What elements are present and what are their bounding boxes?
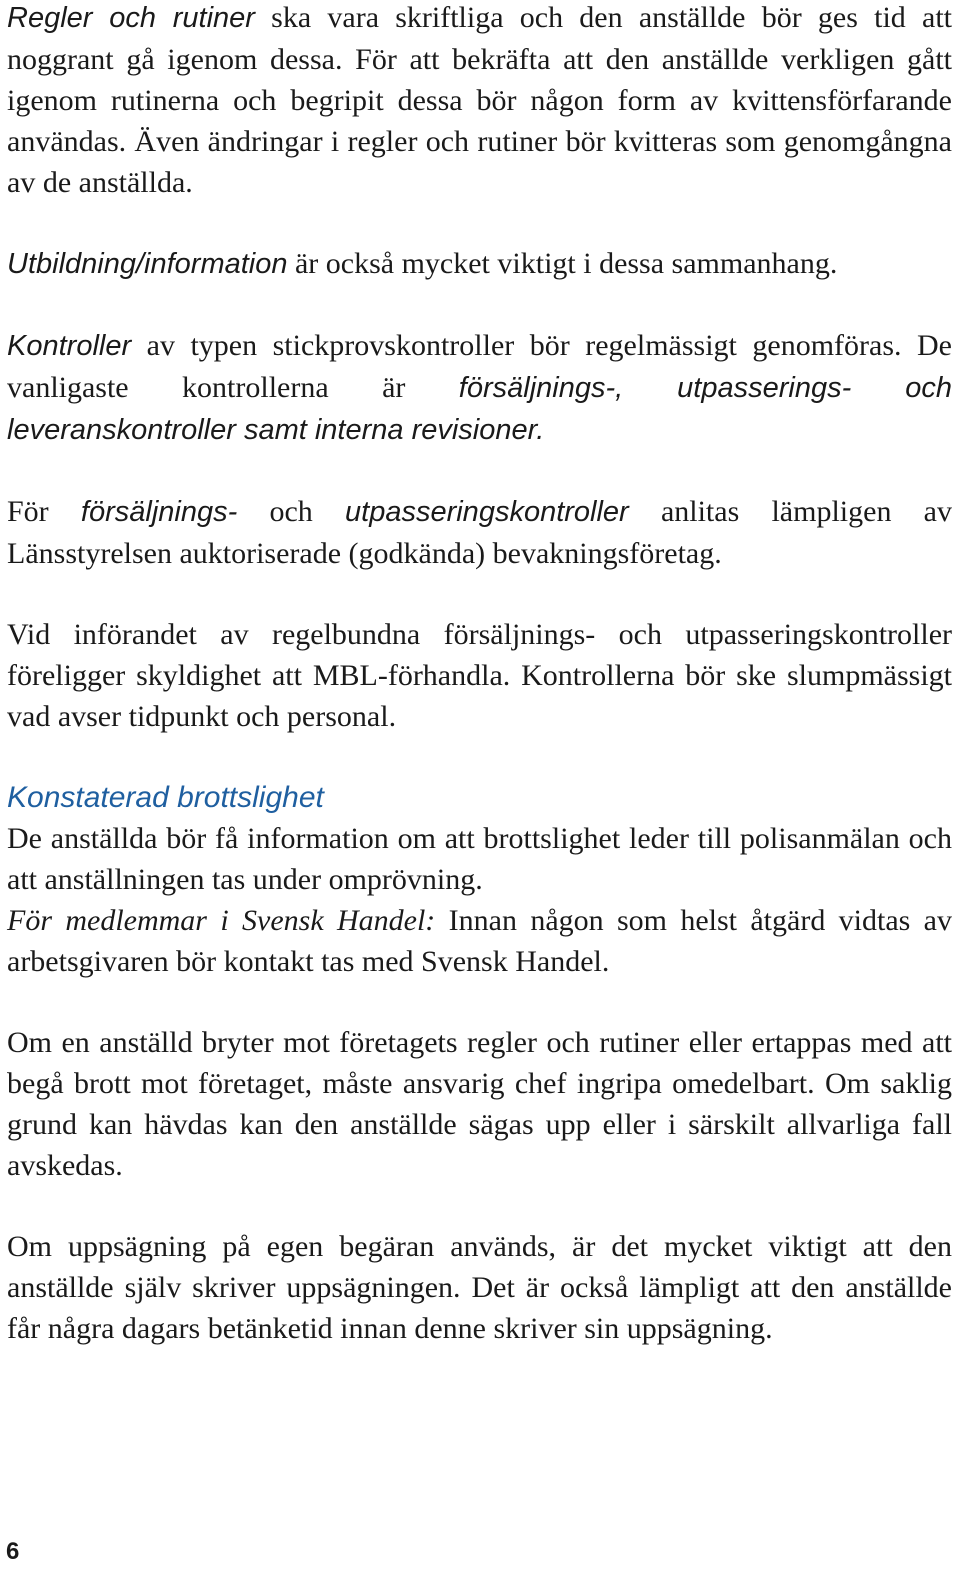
paragraph-text: Om uppsägning på egen begäran används, är det mycket viktigt att den anställde själv skriver uppsägningen. Det är också lämpligt att den anställde får några dagars betänketid innan denne skriver sin uppsägning. [7,1230,952,1345]
page-number: 6 [6,1538,20,1565]
paragraph-text: De anställda bör få information om att brottslighet leder till polisanmälan och att anställningen tas under omprövning. [7,822,952,896]
emphasis-utpasserings: utpasseringskontroller [345,496,629,528]
paragraph-ingripande [7,1022,952,1186]
paragraph-bevakning [7,491,952,574]
paragraph-text: av typen stickprovskontroller bör regelmässigt genomföras. De vanligaste kontrollerna är [7,329,952,404]
paragraph-text: Innan någon som helst åtgärd vidtas av arbetsgivaren bör kontakt tas med Svensk Handel. [7,904,952,978]
document-page [7,0,952,1349]
paragraph-kontroller [7,325,952,451]
emphasis-utbildning: Utbildning/information [7,248,288,280]
emphasis-medlemmar: För medlemmar i Svensk Handel: [7,904,436,937]
paragraph-text: För [7,495,81,528]
paragraph-regler [7,0,952,203]
paragraph-brottslighet [7,818,952,982]
paragraph-text: Vid införandet av regelbundna försäljnings- och utpasseringskontroller föreligger skyldighet att MBL-förhandla. Kontrollerna bör ske slumpmässigt vad avser tidpunkt och personal. [7,618,952,733]
paragraph-utbildning [7,243,952,285]
paragraph-mbl [7,614,952,737]
paragraph-text: ska vara skriftliga och den anställde bör ges tid att noggrant gå igenom dessa. För att bekräfta att den anställde verkligen gått igenom rutinerna och begripit dessa bör någon form av kvittensförfarande användas. Även ändringar i regler och rutiner bör kvitteras som genomgångna av de anställda. [7,1,952,199]
emphasis-forsaljnings: försäljnings- [80,496,238,528]
section-heading-brottslighet: Konstaterad brottslighet [7,781,324,814]
emphasis-kontroller: Kontroller [7,330,132,362]
paragraph-text: anlitas lämpligen av Länsstyrelsen auktoriserade (godkända) bevakningsföretag. [7,495,952,570]
paragraph-text: och [237,495,346,528]
paragraph-text: Om en anställd bryter mot företagets regler och rutiner eller ertappas med att begå brott mot företaget, måste ansvarig chef ingripa omedelbart. Om saklig grund kan hävdas kan den anställde sägas upp eller i särskilt allvarliga fall avskedas. [7,1026,952,1182]
paragraph-text: är också mycket viktigt i dessa sammanhang. [287,247,838,280]
emphasis-regler: Regler och rutiner [7,2,255,34]
emphasis-kontrolltyper: försäljnings-, utpasserings- och leveranskontroller samt interna revisioner. [7,372,952,446]
paragraph-uppsagning [7,1226,952,1349]
